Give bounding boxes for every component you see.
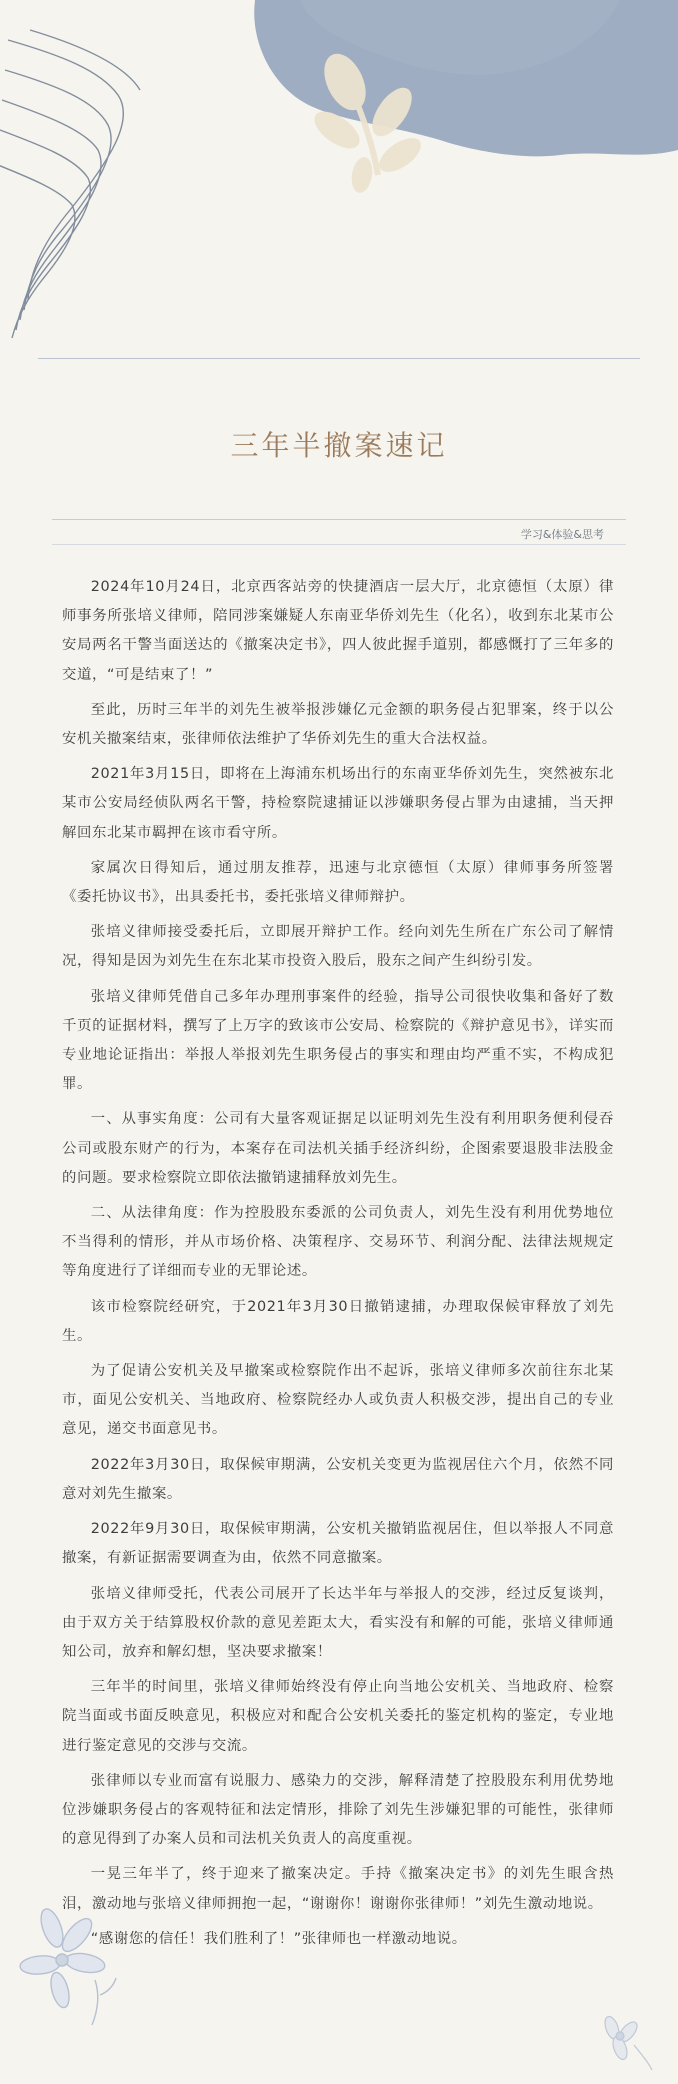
article-body [62, 573, 614, 1960]
paragraph: 为了促请公安机关及早撤案或检察院作出不起诉，张培义律师多次前往东北某市，面见公安机关、当地政府、检察院经办人或负责人积极交涉，提出自己的专业意见，递交书面意见书。 [62, 1363, 614, 1438]
paragraph: 该市检察院经研究，于2021年3月30日撤销逮捕，办理取保候审释放了刘先生。 [62, 1298, 614, 1344]
sketch-lines [0, 30, 140, 338]
tag-divider-bottom [52, 544, 626, 545]
category-tag: 学习&体验&思考 [520, 528, 604, 541]
paragraph: 至此，历时三年半的刘先生被举报涉嫌亿元金额的职务侵占犯罪案，终于以公安机关撤案结束，张律师依法维护了华侨刘先生的重大合法权益。 [62, 701, 614, 748]
paragraph: 张培义律师受托，代表公司展开了长达半年与举报人的交涉，经过反复谈判，由于双方关于结算股权价款的意见差距太大，看实没有和解的可能，张培义律师通知公司，放弃和解幻想，坚决要求撤案！ [62, 1585, 614, 1660]
paragraph: 家属次日得知后，通过朋友推荐，迅速与北京德恒（太原）律师事务所签署《委托协议书》，出具委托书，委托张培义律师辩护。 [62, 859, 614, 906]
paragraph: 2022年9月30日，取保候审期满，公安机关撤销监视居住，但以举报人不同意撤案，有新证据需要调查为由，依然不同意撤案。 [62, 1521, 614, 1567]
header-divider [38, 358, 640, 359]
tag-divider-top [52, 519, 626, 520]
paragraph: 2022年3月30日，取保候审期满，公安机关变更为监视居住六个月，依然不同意对刘先生撤案。 [62, 1456, 614, 1502]
paragraph: 一、从事实角度：公司有大量客观证据足以证明刘先生没有利用职务便利侵吞公司或股东财产的行为，本案存在司法机关插手经济纠纷，企图索要退股非法股金的问题。要求检察院立即依法撤销逮捕释放刘先生。 [62, 1111, 614, 1186]
paragraph: 张培义律师接受委托后，立即展开辩护工作。经向刘先生所在广东公司了解情况，得知是因为刘先生在东北某市投资入股后，股东之间产生纠纷引发。 [62, 924, 614, 970]
paragraph: 2024年10月24日，北京西客站旁的快捷酒店一层大厅，北京德恒（太原）律师事务所张培义律师，陪同涉案嫌疑人东南亚华侨刘先生（化名），收到东北某市公安局两名干警当面送达的《撤案决定书》，四人彼此握手道别，都感慨打了三年多的交道，“可是结束了！” [62, 579, 614, 683]
small-flower-icon [602, 2015, 652, 2070]
paragraph: 张培义律师凭借自己多年办理刑事案件的经验，指导公司很快收集和备好了数千页的证据材料，撰写了上万字的致该市公安局、检察院的《辩护意见书》，详实而专业地论证指出：举报人举报刘先生职务侵占的事实和理由均严重不实，不构成犯罪。 [62, 988, 614, 1093]
paragraph: 一晃三年半了，终于迎来了撤案决定。手持《撤案决定书》的刘先生眼含热泪，激动地与张培义律师拥抱一起，“谢谢你！谢谢你张律师！”刘先生激动地说。 [62, 1866, 614, 1912]
paragraph: “感谢您的信任！我们胜利了！”张律师也一样激动地说。 [90, 1930, 467, 1947]
page-title: 三年半撤案速记 [230, 428, 448, 462]
paragraph: 二、从法律角度：作为控股股东委派的公司负责人，刘先生没有利用优势地位不当得利的情形，并从市场价格、决策程序、交易环节、利润分配、法律法规规定等角度进行了详细而专业的无罪论述。 [62, 1205, 614, 1280]
paragraph: 2021年3月15日，即将在上海浦东机场出行的东南亚华侨刘先生，突然被东北某市公安局经侦队两名干警，持检察院逮捕证以涉嫌职务侵占罪为由逮捕，当天押解回东北某市羁押在该市看守所。 [62, 766, 614, 841]
paragraph: 张律师以专业而富有说服力、感染力的交涉，解释清楚了控股股东利用优势地位涉嫌职务侵占的客观特征和法定情形，排除了刘先生涉嫌犯罪的可能性，张律师的意见得到了办案人员和司法机关负责人的高度重视。 [62, 1772, 614, 1848]
paragraph: 三年半的时间里，张培义律师始终没有停止向当地公安机关、当地政府、检察院当面或书面反映意见，积极应对和配合公安机关委托的鉴定机构的鉴定，专业地进行鉴定意见的交涉与交流。 [62, 1679, 614, 1754]
